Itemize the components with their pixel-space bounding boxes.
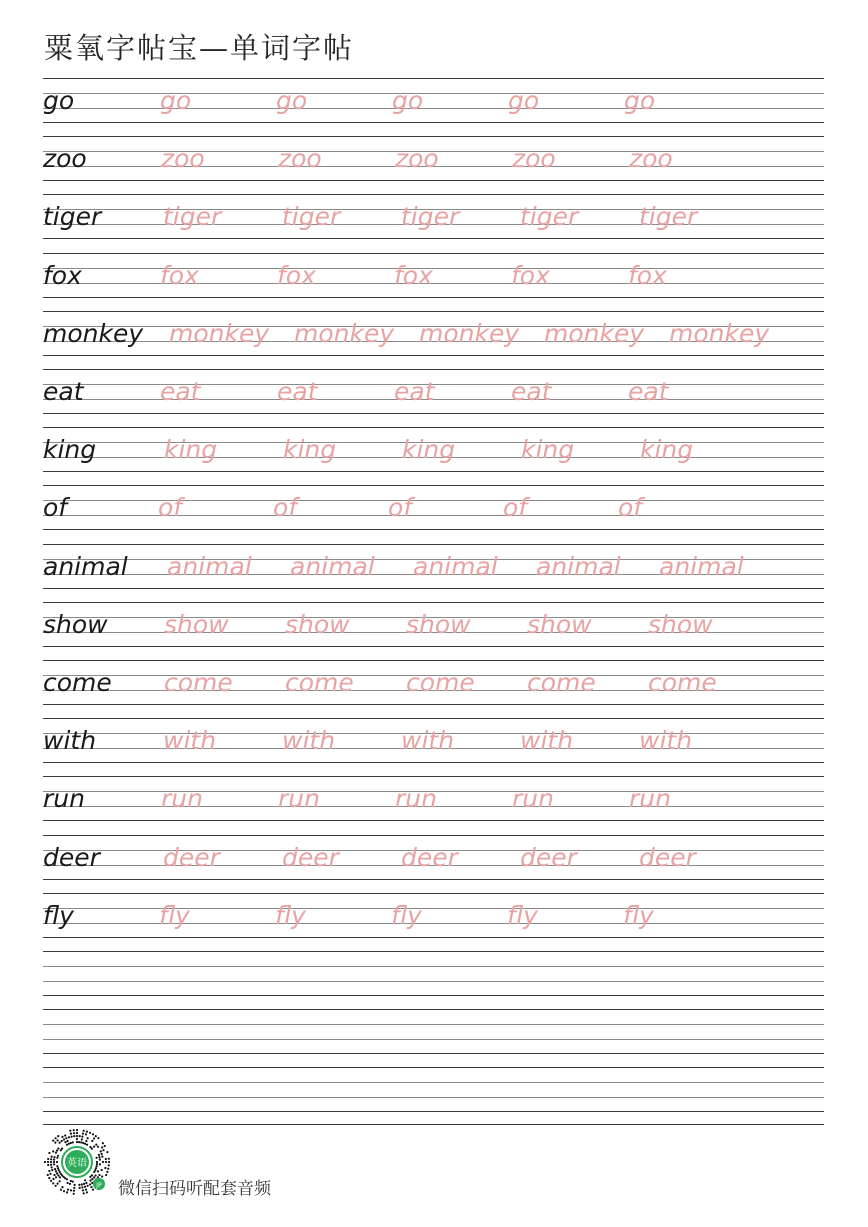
practice-sheet bbox=[43, 0, 824, 1227]
trace-word[interactable]: fox bbox=[628, 261, 667, 290]
model-word: run bbox=[43, 784, 85, 813]
writing-guide-line bbox=[43, 718, 824, 719]
trace-word[interactable]: animal bbox=[167, 552, 252, 581]
trace-word[interactable]: come bbox=[406, 668, 475, 697]
writing-guide-line bbox=[43, 180, 824, 181]
trace-word[interactable]: fly bbox=[159, 901, 190, 930]
trace-word[interactable]: deer bbox=[401, 843, 458, 872]
trace-word[interactable]: animal bbox=[413, 552, 498, 581]
trace-word[interactable]: fox bbox=[394, 261, 433, 290]
writing-guide-line bbox=[43, 879, 824, 880]
trace-word[interactable]: show bbox=[164, 610, 229, 639]
trace-word[interactable]: come bbox=[648, 668, 717, 697]
trace-word[interactable]: monkey bbox=[169, 319, 270, 348]
model-word: eat bbox=[43, 377, 84, 406]
trace-word[interactable]: tiger bbox=[401, 202, 460, 231]
trace-word[interactable]: fox bbox=[277, 261, 316, 290]
trace-word[interactable]: monkey bbox=[669, 319, 770, 348]
trace-word[interactable]: go bbox=[624, 86, 656, 115]
trace-word[interactable]: eat bbox=[160, 377, 201, 406]
writing-guide-line bbox=[43, 253, 824, 254]
trace-word[interactable]: with bbox=[282, 726, 336, 755]
writing-guide-line bbox=[43, 995, 824, 996]
trace-word[interactable]: zoo bbox=[278, 144, 322, 173]
trace-word[interactable]: monkey bbox=[544, 319, 645, 348]
writing-guide-line bbox=[43, 297, 824, 298]
trace-word[interactable]: fox bbox=[160, 261, 199, 290]
writing-guide-line bbox=[43, 427, 824, 428]
trace-word[interactable]: come bbox=[527, 668, 596, 697]
writing-guide-line bbox=[43, 588, 824, 589]
qr-corner-label: JP bbox=[96, 1182, 102, 1189]
trace-word[interactable]: tiger bbox=[163, 202, 222, 231]
writing-guide-line bbox=[43, 660, 824, 661]
trace-word[interactable]: king bbox=[402, 435, 456, 464]
trace-word[interactable]: animal bbox=[290, 552, 375, 581]
writing-guide-line bbox=[43, 529, 824, 530]
writing-guide-line bbox=[43, 1097, 824, 1098]
trace-word[interactable]: show bbox=[285, 610, 350, 639]
writing-guide-line bbox=[43, 893, 824, 894]
trace-word[interactable]: king bbox=[521, 435, 575, 464]
trace-word[interactable]: of bbox=[273, 493, 298, 522]
writing-guide-line bbox=[43, 776, 824, 777]
trace-word[interactable]: with bbox=[163, 726, 217, 755]
trace-word[interactable]: show bbox=[406, 610, 471, 639]
writing-guide-line bbox=[43, 238, 824, 239]
model-word: go bbox=[43, 86, 75, 115]
trace-word[interactable]: go bbox=[276, 86, 308, 115]
writing-guide-line bbox=[43, 1082, 824, 1083]
trace-word[interactable]: zoo bbox=[395, 144, 439, 173]
trace-word[interactable]: of bbox=[503, 493, 528, 522]
trace-word[interactable]: tiger bbox=[639, 202, 698, 231]
writing-guide-line bbox=[43, 355, 824, 356]
trace-word[interactable]: king bbox=[283, 435, 337, 464]
writing-guide-line bbox=[43, 78, 824, 79]
trace-word[interactable]: eat bbox=[628, 377, 669, 406]
writing-guide-line bbox=[43, 122, 824, 123]
footer bbox=[42, 1128, 442, 1198]
model-word: fly bbox=[43, 901, 74, 930]
trace-word[interactable]: king bbox=[640, 435, 694, 464]
trace-word[interactable]: monkey bbox=[419, 319, 520, 348]
writing-guide-line bbox=[43, 937, 824, 938]
page-title: 粟氧字帖宝—单词字帖 bbox=[44, 31, 355, 65]
model-word: king bbox=[43, 435, 97, 464]
writing-guide-line bbox=[43, 369, 824, 370]
writing-guide-line bbox=[43, 835, 824, 836]
trace-word[interactable]: tiger bbox=[282, 202, 341, 231]
trace-word[interactable]: of bbox=[618, 493, 643, 522]
writing-guide-line bbox=[43, 602, 824, 603]
writing-guide-line bbox=[43, 413, 824, 414]
writing-guide-line bbox=[43, 485, 824, 486]
trace-word[interactable]: go bbox=[392, 86, 424, 115]
trace-word[interactable]: go bbox=[160, 86, 192, 115]
trace-word[interactable]: deer bbox=[520, 843, 577, 872]
trace-word[interactable]: run bbox=[278, 784, 320, 813]
trace-word[interactable]: with bbox=[639, 726, 693, 755]
writing-guide-line bbox=[43, 471, 824, 472]
trace-word[interactable]: fox bbox=[511, 261, 550, 290]
trace-word[interactable]: eat bbox=[511, 377, 552, 406]
trace-word[interactable]: come bbox=[164, 668, 233, 697]
writing-guide-line bbox=[43, 1039, 824, 1040]
model-word: monkey bbox=[43, 319, 144, 348]
trace-word[interactable]: fly bbox=[391, 901, 422, 930]
model-word: deer bbox=[43, 843, 100, 872]
trace-word[interactable]: with bbox=[520, 726, 574, 755]
trace-word[interactable]: deer bbox=[639, 843, 696, 872]
model-word: come bbox=[43, 668, 112, 697]
trace-word[interactable]: zoo bbox=[512, 144, 556, 173]
writing-guide-line bbox=[43, 1053, 824, 1054]
trace-word[interactable]: zoo bbox=[629, 144, 673, 173]
trace-word[interactable]: eat bbox=[394, 377, 435, 406]
model-word: zoo bbox=[43, 144, 87, 173]
writing-guide-line bbox=[43, 981, 824, 982]
trace-word[interactable]: tiger bbox=[520, 202, 579, 231]
trace-word[interactable]: animal bbox=[659, 552, 744, 581]
footer-caption: 微信扫码听配套音频 bbox=[118, 1179, 271, 1199]
trace-word[interactable]: king bbox=[164, 435, 218, 464]
trace-word[interactable]: of bbox=[388, 493, 413, 522]
bottom-border-line bbox=[43, 1124, 824, 1125]
writing-guide-line bbox=[43, 194, 824, 195]
model-word: fox bbox=[43, 261, 82, 290]
trace-word[interactable]: zoo bbox=[161, 144, 205, 173]
qr-badge-label: 英语 bbox=[67, 1158, 87, 1169]
writing-guide-line bbox=[43, 1024, 824, 1025]
model-word: animal bbox=[43, 552, 128, 581]
trace-word[interactable]: run bbox=[161, 784, 203, 813]
writing-guide-line bbox=[43, 966, 824, 967]
model-word: show bbox=[43, 610, 108, 639]
trace-word[interactable]: monkey bbox=[294, 319, 395, 348]
writing-guide-line bbox=[43, 544, 824, 545]
trace-word[interactable]: go bbox=[508, 86, 540, 115]
writing-guide-line bbox=[43, 646, 824, 647]
trace-word[interactable]: deer bbox=[282, 843, 339, 872]
model-word: of bbox=[43, 493, 68, 522]
model-word: tiger bbox=[43, 202, 102, 231]
trace-word[interactable]: fly bbox=[623, 901, 654, 930]
qr-code-icon[interactable] bbox=[42, 1128, 112, 1198]
trace-word[interactable]: deer bbox=[163, 843, 220, 872]
trace-word[interactable]: with bbox=[401, 726, 455, 755]
writing-guide-line bbox=[43, 762, 824, 763]
trace-word[interactable]: of bbox=[158, 493, 183, 522]
writing-guide-line bbox=[43, 1009, 824, 1010]
writing-guide-line bbox=[43, 951, 824, 952]
trace-word[interactable]: show bbox=[527, 610, 592, 639]
writing-guide-line bbox=[43, 311, 824, 312]
trace-word[interactable]: eat bbox=[277, 377, 318, 406]
trace-word[interactable]: fly bbox=[507, 901, 538, 930]
writing-guide-line bbox=[43, 1111, 824, 1112]
trace-word[interactable]: show bbox=[648, 610, 713, 639]
trace-word[interactable]: run bbox=[629, 784, 671, 813]
trace-word[interactable]: animal bbox=[536, 552, 621, 581]
trace-word[interactable]: run bbox=[395, 784, 437, 813]
trace-word[interactable]: come bbox=[285, 668, 354, 697]
trace-word[interactable]: fly bbox=[275, 901, 306, 930]
writing-guide-line bbox=[43, 704, 824, 705]
trace-word[interactable]: run bbox=[512, 784, 554, 813]
writing-guide-line bbox=[43, 136, 824, 137]
writing-guide-line bbox=[43, 1067, 824, 1068]
model-word: with bbox=[43, 726, 97, 755]
writing-guide-line bbox=[43, 820, 824, 821]
